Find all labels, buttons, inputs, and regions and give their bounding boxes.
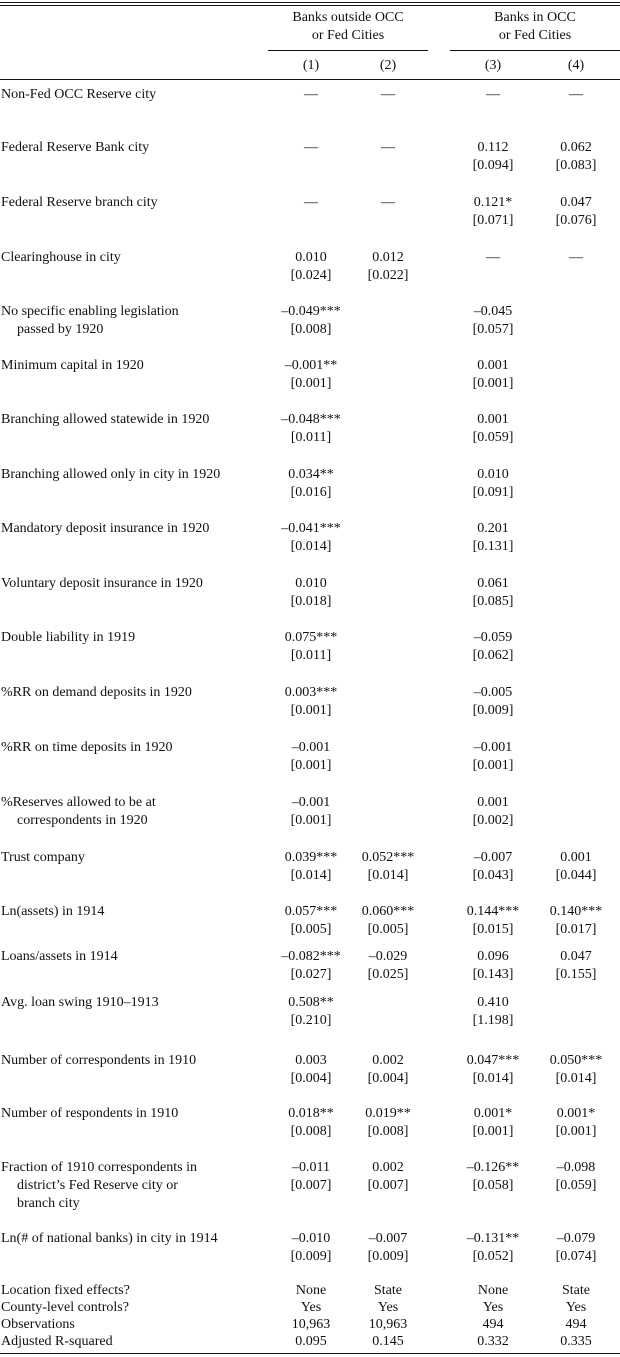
coefficient: –0.131**: [466, 1231, 520, 1246]
standard-error: [0.011]: [290, 648, 332, 663]
standard-error: [0.014]: [367, 868, 409, 883]
row-label-line: Federal Reserve Bank city: [1, 140, 150, 155]
coefficient: —: [304, 87, 318, 102]
summary-row: [0, 1316, 620, 1333]
coefficient: 0.003: [295, 1053, 327, 1068]
row-label: [1, 86, 271, 104]
row-label-line: Clearinghouse in city: [1, 250, 121, 265]
standard-error: [0.007]: [290, 1178, 332, 1193]
row-label-line: %Reserves allowed to be at: [1, 795, 156, 810]
row-label-line: %RR on time deposits in 1920: [1, 740, 173, 755]
standard-error: [0.014]: [290, 539, 332, 554]
summary-cell-col-3: 0.332: [477, 1334, 509, 1349]
cell-col-2: [343, 1230, 433, 1266]
summary-cell-col-3: None: [477, 1283, 509, 1298]
coefficient: 0.047: [560, 195, 592, 210]
cell-col-4: [531, 194, 620, 230]
cell-col-2: [343, 948, 433, 984]
coefficient: 0.010: [295, 576, 327, 591]
coefficient: 0.050***: [549, 1053, 603, 1068]
standard-error: [0.001]: [290, 758, 332, 773]
coefficient: 0.039***: [284, 850, 338, 865]
cell-col-3: [448, 139, 538, 175]
row-label: [1, 629, 271, 647]
cell-col-3: [448, 739, 538, 775]
standard-error: [0.155]: [555, 967, 597, 982]
coefficient: –0.001: [291, 740, 331, 755]
group-header-inside: Banks in OCC or Fed Cities: [494, 10, 576, 43]
row-label-line: Branching allowed only in city in 1920: [1, 467, 221, 482]
summary-cell-col-3: Yes: [482, 1300, 504, 1315]
cell-col-3: [448, 903, 538, 939]
coefficient: –0.048***: [281, 412, 341, 427]
standard-error: [0.058]: [472, 1178, 514, 1193]
standard-error: [0.076]: [555, 213, 597, 228]
standard-error: [0.009]: [367, 1249, 409, 1264]
standard-error: [0.014]: [472, 1071, 514, 1086]
standard-error: [0.083]: [555, 158, 597, 173]
coefficient: 0.019**: [365, 1106, 411, 1121]
row-label-continuation: branch city: [17, 1196, 80, 1211]
coefficient: 0.018**: [288, 1106, 334, 1121]
standard-error: [0.210]: [290, 1013, 332, 1028]
cell-col-3: [448, 1230, 538, 1266]
summary-row: [0, 1333, 620, 1350]
coefficient: 0.012: [372, 250, 404, 265]
coefficient: 0.010: [295, 250, 327, 265]
cell-col-2: [343, 249, 433, 285]
standard-error: [0.014]: [290, 868, 332, 883]
cell-col-3: [448, 794, 538, 830]
cell-col-1: [266, 739, 356, 775]
summary-label: Adjusted R-squared: [1, 1334, 113, 1349]
summary-label: County-level controls?: [1, 1300, 129, 1315]
coefficient: –0.082***: [281, 949, 341, 964]
standard-error: [0.004]: [290, 1071, 332, 1086]
row-label: [1, 1159, 271, 1213]
cell-col-3: [448, 1052, 538, 1088]
row-label: [1, 1105, 271, 1123]
coefficient: 0.002: [372, 1160, 404, 1175]
group-header-outside: Banks outside OCC or Fed Cities: [292, 10, 404, 43]
cell-col-3: [448, 249, 538, 267]
standard-error: [0.008]: [290, 1124, 332, 1139]
coefficient: 0.062: [560, 140, 592, 155]
standard-error: [0.059]: [472, 430, 514, 445]
coefficient: –0.049***: [281, 304, 341, 319]
coefficient: —: [304, 140, 318, 155]
coefficient: –0.001**: [284, 358, 338, 373]
standard-error: [0.052]: [472, 1249, 514, 1264]
coefficient: 0.075***: [284, 630, 338, 645]
standard-error: [0.001]: [472, 758, 514, 773]
coefficient: 0.001: [477, 795, 509, 810]
row-label-line: %RR on demand deposits in 1920: [1, 685, 192, 700]
coefficient: –0.098: [556, 1160, 596, 1175]
coefficient: –0.007: [473, 850, 513, 865]
coefficient: –0.007: [368, 1231, 408, 1246]
row-label-line: Fraction of 1910 correspondents in: [1, 1160, 197, 1175]
cell-col-1: [266, 629, 356, 665]
standard-error: [0.017]: [555, 922, 597, 937]
row-label: [1, 903, 271, 921]
row-label-line: Loans/assets in 1914: [1, 949, 118, 964]
row-label-continuation: passed by 1920: [17, 322, 104, 337]
row-label: [1, 684, 271, 702]
standard-error: [0.018]: [290, 594, 332, 609]
standard-error: [0.009]: [472, 703, 514, 718]
cell-col-2: [343, 86, 433, 104]
row-label-line: Branching allowed statewide in 1920: [1, 412, 210, 427]
standard-error: [0.059]: [555, 1178, 597, 1193]
row-label-line: Double liability in 1919: [1, 630, 136, 645]
summary-cell-col-1: 10,963: [291, 1317, 331, 1332]
standard-error: [0.016]: [290, 485, 332, 500]
coefficient: 0.034**: [288, 467, 334, 482]
cell-col-2: [343, 194, 433, 212]
summary-cell-col-1: Yes: [300, 1300, 322, 1315]
coefficient: 0.001: [560, 850, 592, 865]
summary-label: Observations: [1, 1317, 75, 1332]
standard-error: [0.074]: [555, 1249, 597, 1264]
coefficient: 0.112: [477, 140, 509, 155]
standard-error: [0.025]: [367, 967, 409, 982]
coefficient: 0.047***: [466, 1053, 520, 1068]
summary-cell-col-2: Yes: [377, 1300, 399, 1315]
coefficient: –0.059: [473, 630, 513, 645]
cell-col-4: [531, 1159, 620, 1195]
row-label: [1, 994, 271, 1012]
bottom-rule: [0, 1353, 620, 1354]
standard-error: [0.001]: [472, 376, 514, 391]
cell-col-1: [266, 466, 356, 502]
column-number-3: (3): [484, 58, 502, 73]
column-number-1: (1): [302, 58, 320, 73]
coefficient: —: [569, 87, 583, 102]
row-label-line: Minimum capital in 1920: [1, 358, 144, 373]
summary-cell-col-3: 494: [482, 1317, 504, 1332]
cell-col-1: [266, 994, 356, 1030]
standard-error: [0.022]: [367, 268, 409, 283]
standard-error: [0.062]: [472, 648, 514, 663]
coefficient: 0.001: [477, 412, 509, 427]
standard-error: [0.004]: [367, 1071, 409, 1086]
row-label: [1, 849, 271, 867]
cell-col-3: [448, 86, 538, 104]
row-label-line: Number of correspondents in 1910: [1, 1053, 197, 1068]
cell-col-3: [448, 466, 538, 502]
cell-col-2: [343, 849, 433, 885]
cell-col-2: [343, 1052, 433, 1088]
row-label: [1, 1230, 271, 1248]
cell-col-3: [448, 411, 538, 447]
cell-col-3: [448, 575, 538, 611]
cell-col-1: [266, 794, 356, 830]
standard-error: [0.014]: [555, 1071, 597, 1086]
coefficient: 0.003***: [284, 685, 338, 700]
coefficient: 0.201: [477, 521, 509, 536]
summary-row: [0, 1282, 620, 1299]
cell-col-3: [448, 948, 538, 984]
cell-col-4: [531, 1052, 620, 1088]
column-number-4: (4): [567, 58, 585, 73]
column-number-2: (2): [379, 58, 397, 73]
cell-col-3: [448, 629, 538, 665]
header-rule: [0, 79, 620, 80]
row-label-line: Ln(assets) in 1914: [1, 904, 105, 919]
standard-error: [0.008]: [290, 322, 332, 337]
standard-error: [0.027]: [290, 967, 332, 982]
row-label-line: No specific enabling legislation: [1, 304, 179, 319]
row-label: [1, 520, 271, 538]
coefficient: —: [381, 140, 395, 155]
coefficient: —: [486, 250, 500, 265]
cell-col-3: [448, 994, 538, 1030]
coefficient: 0.002: [372, 1053, 404, 1068]
coefficient: –0.045: [473, 304, 513, 319]
cell-col-4: [531, 903, 620, 939]
row-label-line: Ln(# of national banks) in city in 1914: [1, 1231, 218, 1246]
coefficient: 0.010: [477, 467, 509, 482]
cell-col-3: [448, 1159, 538, 1195]
coefficient: –0.010: [291, 1231, 331, 1246]
coefficient: 0.001*: [556, 1106, 596, 1121]
coefficient: –0.029: [368, 949, 408, 964]
coefficient: 0.121*: [473, 195, 513, 210]
row-label: [1, 948, 271, 966]
coefficient: 0.001*: [473, 1106, 513, 1121]
row-label: [1, 249, 271, 267]
summary-cell-col-1: 0.095: [295, 1334, 327, 1349]
standard-error: [0.005]: [290, 922, 332, 937]
standard-error: [0.001]: [290, 813, 332, 828]
row-label-line: Avg. loan swing 1910–1913: [1, 995, 159, 1010]
summary-label: Location fixed effects?: [1, 1283, 130, 1298]
standard-error: [0.085]: [472, 594, 514, 609]
standard-error: [0.044]: [555, 868, 597, 883]
cell-col-4: [531, 86, 620, 104]
standard-error: [0.011]: [290, 430, 332, 445]
row-label: [1, 1052, 271, 1070]
cell-col-4: [531, 849, 620, 885]
row-label: [1, 194, 271, 212]
summary-cell-col-2: 10,963: [368, 1317, 408, 1332]
cell-col-2: [343, 1159, 433, 1195]
cell-col-2: [343, 1105, 433, 1141]
coefficient: —: [569, 250, 583, 265]
cell-col-1: [266, 411, 356, 447]
row-label-line: Non-Fed OCC Reserve city: [1, 87, 157, 102]
coefficient: –0.126**: [466, 1160, 520, 1175]
row-label: [1, 466, 271, 484]
coefficient: 0.057***: [284, 904, 338, 919]
standard-error: [0.002]: [472, 813, 514, 828]
row-label: [1, 794, 271, 830]
row-label-continuation: district’s Fed Reserve city or: [17, 1178, 178, 1193]
coefficient: 0.061: [477, 576, 509, 591]
coefficient: 0.508**: [288, 995, 334, 1010]
coefficient: —: [381, 195, 395, 210]
summary-cell-col-1: None: [295, 1283, 327, 1298]
coefficient: –0.011: [292, 1160, 330, 1175]
standard-error: [0.015]: [472, 922, 514, 937]
cell-col-3: [448, 194, 538, 230]
coefficient: —: [381, 87, 395, 102]
summary-cell-col-4: 0.335: [560, 1334, 592, 1349]
cell-col-3: [448, 357, 538, 393]
row-label: [1, 357, 271, 375]
cell-col-1: [266, 303, 356, 339]
summary-cell-col-4: 494: [565, 1317, 587, 1332]
coefficient: 0.144***: [466, 904, 520, 919]
standard-error: [0.001]: [472, 1124, 514, 1139]
row-label-line: Number of respondents in 1910: [1, 1106, 179, 1121]
summary-cell-col-4: State: [562, 1283, 590, 1298]
coefficient: —: [304, 195, 318, 210]
group-rule-outside: [268, 50, 428, 51]
standard-error: [0.001]: [555, 1124, 597, 1139]
cell-col-2: [343, 139, 433, 157]
top-rule: [0, 2, 620, 3]
row-label-line: Voluntary deposit insurance in 1920: [1, 576, 203, 591]
cell-col-3: [448, 849, 538, 885]
cell-col-4: [531, 948, 620, 984]
standard-error: [0.131]: [472, 539, 514, 554]
coefficient: –0.041***: [281, 521, 341, 536]
coefficient: –0.001: [473, 740, 513, 755]
cell-col-4: [531, 139, 620, 175]
cell-col-3: [448, 303, 538, 339]
row-label: [1, 303, 271, 339]
row-label: [1, 575, 271, 593]
summary-cell-col-2: State: [374, 1283, 402, 1298]
cell-col-3: [448, 684, 538, 720]
standard-error: [0.094]: [472, 158, 514, 173]
row-label-line: Federal Reserve branch city: [1, 195, 158, 210]
row-label: [1, 739, 271, 757]
top-rule-double: [0, 5, 620, 6]
cell-col-1: [266, 684, 356, 720]
standard-error: [0.143]: [472, 967, 514, 982]
summary-row: [0, 1299, 620, 1316]
cell-col-1: [266, 520, 356, 556]
standard-error: [0.043]: [472, 868, 514, 883]
group-rule-inside: [450, 50, 620, 51]
standard-error: [1.198]: [472, 1013, 514, 1028]
standard-error: [0.091]: [472, 485, 514, 500]
row-label-line: Trust company: [1, 850, 85, 865]
cell-col-4: [531, 1230, 620, 1266]
cell-col-4: [531, 249, 620, 267]
row-label-line: Mandatory deposit insurance in 1920: [1, 521, 210, 536]
coefficient: –0.001: [291, 795, 331, 810]
row-label: [1, 139, 271, 157]
cell-col-1: [266, 357, 356, 393]
standard-error: [0.001]: [290, 376, 332, 391]
summary-cell-col-2: 0.145: [372, 1334, 404, 1349]
coefficient: —: [486, 87, 500, 102]
standard-error: [0.009]: [290, 1249, 332, 1264]
standard-error: [0.057]: [472, 322, 514, 337]
row-label: [1, 411, 271, 429]
coefficient: 0.060***: [361, 904, 415, 919]
coefficient: –0.079: [556, 1231, 596, 1246]
coefficient: 0.410: [477, 995, 509, 1010]
coefficient: 0.001: [477, 358, 509, 373]
cell-col-4: [531, 1105, 620, 1141]
cell-col-3: [448, 520, 538, 556]
standard-error: [0.024]: [290, 268, 332, 283]
standard-error: [0.008]: [367, 1124, 409, 1139]
row-label-continuation: correspondents in 1920: [17, 813, 148, 828]
coefficient: –0.005: [473, 685, 513, 700]
summary-cell-col-4: Yes: [565, 1300, 587, 1315]
standard-error: [0.007]: [367, 1178, 409, 1193]
standard-error: [0.005]: [367, 922, 409, 937]
coefficient: 0.052***: [361, 850, 415, 865]
cell-col-3: [448, 1105, 538, 1141]
cell-col-2: [343, 903, 433, 939]
coefficient: 0.096: [477, 949, 509, 964]
coefficient: 0.047: [560, 949, 592, 964]
standard-error: [0.071]: [472, 213, 514, 228]
cell-col-1: [266, 575, 356, 611]
standard-error: [0.001]: [290, 703, 332, 718]
coefficient: 0.140***: [549, 904, 603, 919]
